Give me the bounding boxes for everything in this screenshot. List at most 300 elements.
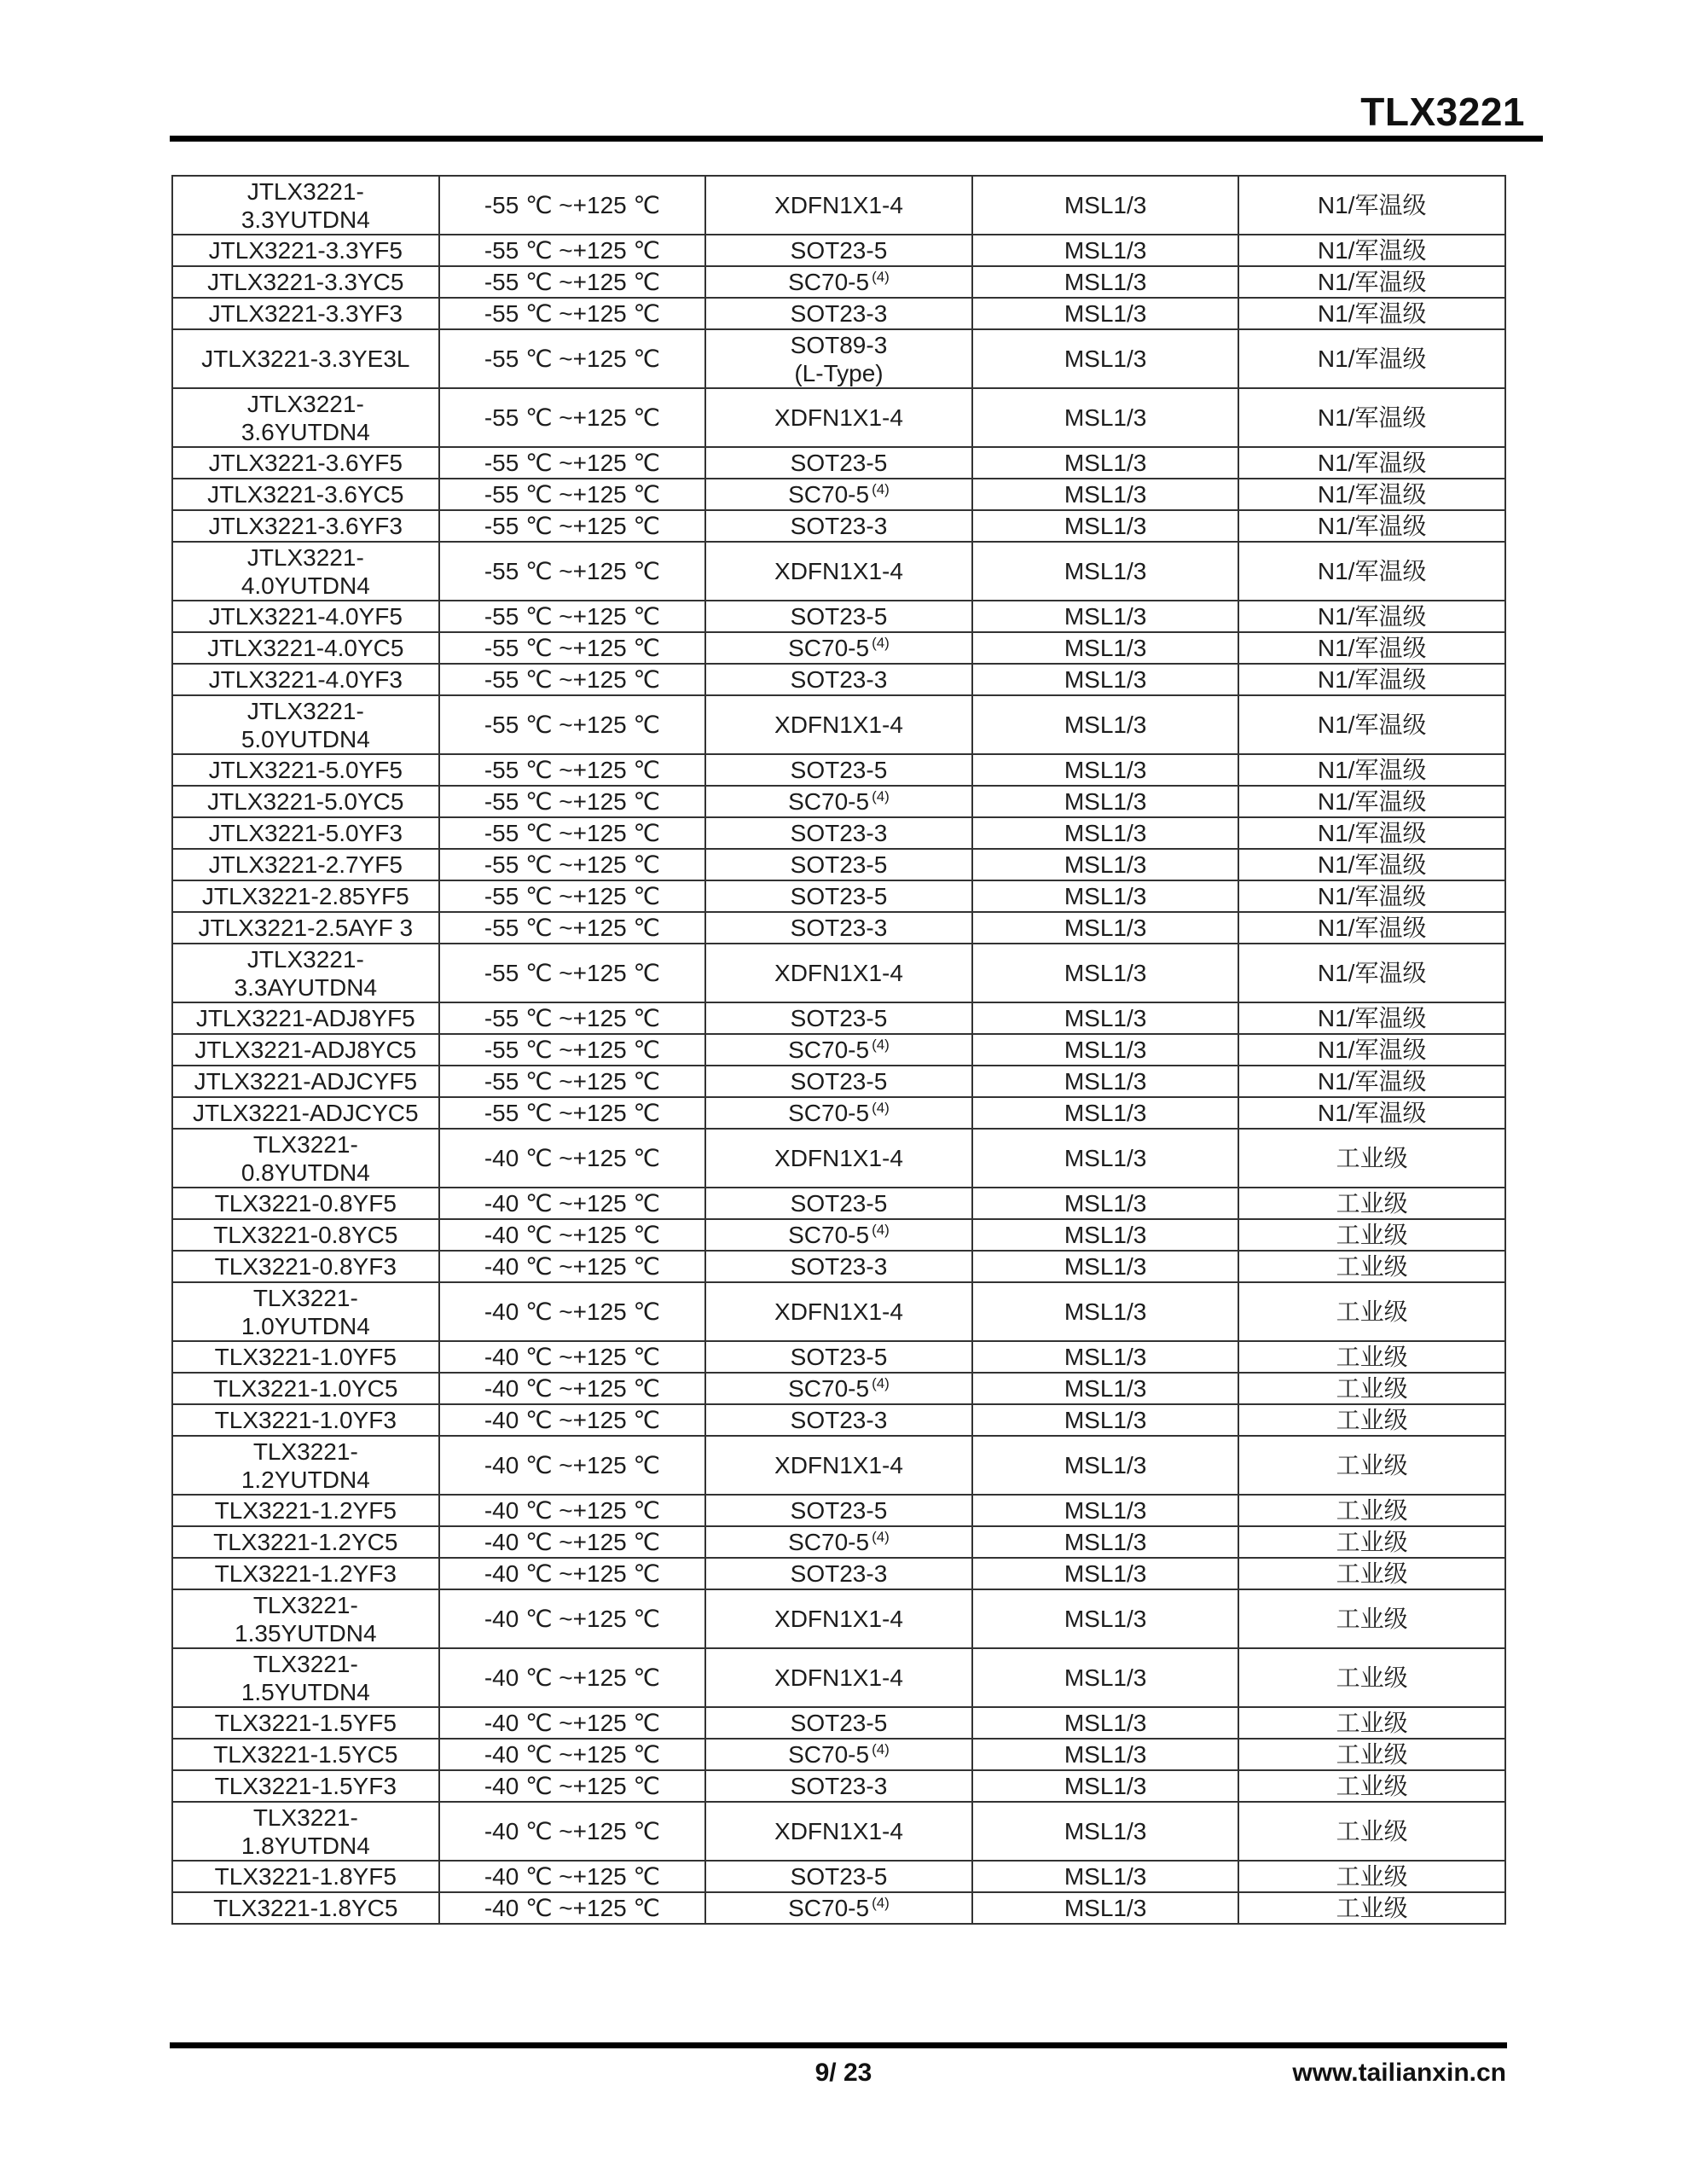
table-row — [172, 1373, 1505, 1404]
package-cell — [705, 1770, 972, 1802]
msl-cell: MSL1/3 — [972, 1707, 1239, 1739]
temperature-range-cell: -40 ℃ ~+125 ℃ — [439, 1404, 706, 1436]
part-number-cell — [172, 1802, 439, 1861]
package-name: XDFN1X1-4 — [774, 1818, 903, 1844]
grade-cell: 工业级 — [1238, 1436, 1505, 1495]
part-number-cell: TLX3221-1.0YF3 — [172, 1404, 439, 1436]
part-number-cell: JTLX3221-5.0YF5 — [172, 754, 439, 786]
temperature-range-cell: -55 ℃ ~+125 ℃ — [439, 447, 706, 479]
msl-cell: MSL1/3 — [972, 1861, 1239, 1892]
table-row — [172, 1129, 1505, 1188]
grade-cell: N1/军温级 — [1238, 1066, 1505, 1097]
part-number-line: 1.2YUTDN4 — [241, 1466, 370, 1493]
package-cell — [705, 786, 972, 817]
package-name: XDFN1X1-4 — [774, 192, 903, 218]
grade-cell: N1/军温级 — [1238, 601, 1505, 632]
temperature-range-cell: -55 ℃ ~+125 ℃ — [439, 1002, 706, 1034]
temperature-range-cell: -55 ℃ ~+125 ℃ — [439, 849, 706, 880]
msl-cell: MSL1/3 — [972, 1436, 1239, 1495]
grade-cell: 工业级 — [1238, 1282, 1505, 1341]
package-cell — [705, 1892, 972, 1924]
footnote-ref: (4) — [872, 1099, 890, 1116]
grade-cell: 工业级 — [1238, 1188, 1505, 1219]
package-cell — [705, 1861, 972, 1892]
temperature-range-cell: -40 ℃ ~+125 ℃ — [439, 1739, 706, 1770]
grade-cell: N1/军温级 — [1238, 266, 1505, 298]
package-name: SOT23-3 — [790, 1253, 888, 1280]
package-cell — [705, 1558, 972, 1589]
msl-cell: MSL1/3 — [972, 1341, 1239, 1373]
part-number-cell: TLX3221-1.2YF3 — [172, 1558, 439, 1589]
package-cell — [705, 944, 972, 1002]
temperature-range-cell: -40 ℃ ~+125 ℃ — [439, 1770, 706, 1802]
msl-cell: MSL1/3 — [972, 510, 1239, 542]
grade-cell: 工业级 — [1238, 1251, 1505, 1282]
msl-cell: MSL1/3 — [972, 754, 1239, 786]
temperature-range-cell: -40 ℃ ~+125 ℃ — [439, 1219, 706, 1251]
part-number-cell — [172, 1129, 439, 1188]
table-row — [172, 1341, 1505, 1373]
msl-cell: MSL1/3 — [972, 1129, 1239, 1188]
grade-cell: 工业级 — [1238, 1861, 1505, 1892]
table-row — [172, 1034, 1505, 1066]
part-number-cell: JTLX3221-5.0YF3 — [172, 817, 439, 849]
footnote-ref: (4) — [872, 787, 890, 804]
package-name: SC70-5 — [788, 788, 870, 815]
package-name: XDFN1X1-4 — [774, 1145, 903, 1171]
msl-cell: MSL1/3 — [972, 944, 1239, 1002]
temperature-range-cell: -55 ℃ ~+125 ℃ — [439, 510, 706, 542]
part-number-line: TLX3221- — [252, 1130, 358, 1158]
package-name: SOT23-5 — [790, 1710, 888, 1736]
part-number-cell: JTLX3221-3.6YF5 — [172, 447, 439, 479]
part-number-cell: TLX3221-1.8YF5 — [172, 1861, 439, 1892]
grade-cell: N1/军温级 — [1238, 510, 1505, 542]
part-number-cell: JTLX3221-3.3YC5 — [172, 266, 439, 298]
temperature-range-cell: -40 ℃ ~+125 ℃ — [439, 1251, 706, 1282]
table-row — [172, 849, 1505, 880]
temperature-range-cell: -55 ℃ ~+125 ℃ — [439, 176, 706, 235]
msl-cell: MSL1/3 — [972, 298, 1239, 329]
grade-cell: N1/军温级 — [1238, 479, 1505, 510]
table-row — [172, 1495, 1505, 1526]
part-number-line: JTLX3221- — [246, 945, 364, 973]
table-row — [172, 1589, 1505, 1648]
package-name: SC70-5 — [788, 481, 870, 508]
part-number-line: JTLX3221- — [246, 697, 364, 724]
package-cell — [705, 754, 972, 786]
temperature-range-cell: -40 ℃ ~+125 ℃ — [439, 1526, 706, 1558]
grade-cell: N1/军温级 — [1238, 754, 1505, 786]
grade-cell: N1/军温级 — [1238, 880, 1505, 912]
grade-cell: N1/军温级 — [1238, 388, 1505, 447]
part-number-cell: JTLX3221-ADJ8YF5 — [172, 1002, 439, 1034]
temperature-range-cell: -55 ℃ ~+125 ℃ — [439, 817, 706, 849]
msl-cell: MSL1/3 — [972, 1558, 1239, 1589]
package-cell — [705, 1097, 972, 1129]
package-name: SOT23-5 — [790, 450, 888, 476]
table-row — [172, 754, 1505, 786]
temperature-range-cell: -40 ℃ ~+125 ℃ — [439, 1373, 706, 1404]
temperature-range-cell: -40 ℃ ~+125 ℃ — [439, 1129, 706, 1188]
grade-cell: 工业级 — [1238, 1404, 1505, 1436]
grade-cell: 工业级 — [1238, 1739, 1505, 1770]
package-name: SOT23-5 — [790, 603, 888, 630]
temperature-range-cell: -55 ℃ ~+125 ℃ — [439, 632, 706, 664]
table-body — [172, 176, 1505, 1924]
package-cell — [705, 1373, 972, 1404]
table-row — [172, 1404, 1505, 1436]
part-number-cell: JTLX3221-5.0YC5 — [172, 786, 439, 817]
temperature-range-cell: -55 ℃ ~+125 ℃ — [439, 1066, 706, 1097]
table-row — [172, 1097, 1505, 1129]
msl-cell: MSL1/3 — [972, 1002, 1239, 1034]
temperature-range-cell: -40 ℃ ~+125 ℃ — [439, 1436, 706, 1495]
part-number-cell: TLX3221-1.5YF3 — [172, 1770, 439, 1802]
package-name: SOT23-3 — [790, 300, 888, 327]
grade-cell: 工业级 — [1238, 1495, 1505, 1526]
package-name: SOT23-5 — [790, 237, 888, 264]
part-number-line: 1.0YUTDN4 — [241, 1312, 370, 1339]
part-number-cell: TLX3221-0.8YF5 — [172, 1188, 439, 1219]
grade-cell: 工业级 — [1238, 1707, 1505, 1739]
grade-cell: N1/军温级 — [1238, 786, 1505, 817]
package-line: (L-Type) — [794, 359, 884, 386]
table-row — [172, 266, 1505, 298]
msl-cell: MSL1/3 — [972, 1251, 1239, 1282]
part-number-line: 3.3YUTDN4 — [241, 206, 370, 233]
msl-cell: MSL1/3 — [972, 849, 1239, 880]
package-name: XDFN1X1-4 — [774, 1298, 903, 1325]
package-cell — [705, 1188, 972, 1219]
part-number-line: 0.8YUTDN4 — [241, 1159, 370, 1186]
msl-cell: MSL1/3 — [972, 1404, 1239, 1436]
msl-cell: MSL1/3 — [972, 1097, 1239, 1129]
temperature-range-cell: -55 ℃ ~+125 ℃ — [439, 786, 706, 817]
msl-cell: MSL1/3 — [972, 266, 1239, 298]
package-name: SOT23-3 — [790, 820, 888, 846]
package-name: SC70-5 — [788, 1895, 870, 1921]
package-cell — [705, 664, 972, 695]
package-name: XDFN1X1-4 — [774, 1664, 903, 1691]
table-row — [172, 880, 1505, 912]
table-row — [172, 1526, 1505, 1558]
package-cell — [705, 329, 972, 388]
msl-cell: MSL1/3 — [972, 817, 1239, 849]
package-name: SC70-5 — [788, 269, 870, 295]
msl-cell: MSL1/3 — [972, 1188, 1239, 1219]
package-name: XDFN1X1-4 — [774, 1452, 903, 1478]
msl-cell: MSL1/3 — [972, 1770, 1239, 1802]
package-name: SC70-5 — [788, 1375, 870, 1402]
footnote-ref: (4) — [872, 1036, 890, 1053]
temperature-range-cell: -55 ℃ ~+125 ℃ — [439, 266, 706, 298]
temperature-range-cell: -40 ℃ ~+125 ℃ — [439, 1861, 706, 1892]
package-cell — [705, 1589, 972, 1648]
table-row — [172, 1436, 1505, 1495]
table-row — [172, 510, 1505, 542]
package-name: SC70-5 — [788, 1100, 870, 1126]
part-number-cell: TLX3221-1.2YC5 — [172, 1526, 439, 1558]
part-number-cell: JTLX3221-4.0YF3 — [172, 664, 439, 695]
part-number-cell — [172, 1589, 439, 1648]
package-cell — [705, 1495, 972, 1526]
part-number-cell: TLX3221-1.8YC5 — [172, 1892, 439, 1924]
table-row — [172, 329, 1505, 388]
package-name: XDFN1X1-4 — [774, 712, 903, 738]
footer-rule — [170, 2042, 1507, 2048]
part-number-cell: JTLX3221-2.7YF5 — [172, 849, 439, 880]
package-cell — [705, 1802, 972, 1861]
package-cell — [705, 695, 972, 754]
part-number-cell: TLX3221-1.0YC5 — [172, 1373, 439, 1404]
msl-cell: MSL1/3 — [972, 1739, 1239, 1770]
table-row — [172, 1251, 1505, 1282]
grade-cell: 工业级 — [1238, 1373, 1505, 1404]
package-name: SC70-5 — [788, 1222, 870, 1248]
table-row — [172, 1739, 1505, 1770]
grade-cell: N1/军温级 — [1238, 664, 1505, 695]
msl-cell: MSL1/3 — [972, 1373, 1239, 1404]
grade-cell: 工业级 — [1238, 1802, 1505, 1861]
grade-cell: N1/军温级 — [1238, 235, 1505, 266]
package-name: SOT23-3 — [790, 1407, 888, 1433]
table-row — [172, 176, 1505, 235]
package-cell — [705, 1129, 972, 1188]
temperature-range-cell: -40 ℃ ~+125 ℃ — [439, 1802, 706, 1861]
msl-cell: MSL1/3 — [972, 632, 1239, 664]
part-number-cell: JTLX3221-ADJCYC5 — [172, 1097, 439, 1129]
package-name: XDFN1X1-4 — [774, 558, 903, 584]
package-cell — [705, 1707, 972, 1739]
part-number-line: JTLX3221- — [246, 177, 364, 205]
msl-cell: MSL1/3 — [972, 695, 1239, 754]
grade-cell: N1/军温级 — [1238, 542, 1505, 601]
footnote-ref: (4) — [872, 1221, 890, 1238]
package-name: XDFN1X1-4 — [774, 404, 903, 431]
package-cell — [705, 1404, 972, 1436]
part-number-cell — [172, 1648, 439, 1707]
grade-cell: 工业级 — [1238, 1589, 1505, 1648]
grade-cell: N1/军温级 — [1238, 632, 1505, 664]
part-number-line: JTLX3221- — [246, 390, 364, 417]
package-name: SOT23-5 — [790, 1005, 888, 1031]
temperature-range-cell: -55 ℃ ~+125 ℃ — [439, 601, 706, 632]
package-cell — [705, 632, 972, 664]
package-cell — [705, 298, 972, 329]
table-row — [172, 1558, 1505, 1589]
grade-cell: N1/军温级 — [1238, 1097, 1505, 1129]
table-row — [172, 664, 1505, 695]
package-name: SOT23-5 — [790, 1863, 888, 1890]
part-number-cell: JTLX3221-3.3YF5 — [172, 235, 439, 266]
package-name: SC70-5 — [788, 1741, 870, 1768]
package-name: XDFN1X1-4 — [774, 1606, 903, 1632]
table-row — [172, 1770, 1505, 1802]
table-row — [172, 817, 1505, 849]
package-cell — [705, 479, 972, 510]
temperature-range-cell: -55 ℃ ~+125 ℃ — [439, 329, 706, 388]
temperature-range-cell: -40 ℃ ~+125 ℃ — [439, 1558, 706, 1589]
msl-cell: MSL1/3 — [972, 176, 1239, 235]
footnote-ref: (4) — [872, 1894, 890, 1911]
temperature-range-cell: -40 ℃ ~+125 ℃ — [439, 1188, 706, 1219]
grade-cell: 工业级 — [1238, 1892, 1505, 1924]
table-row — [172, 1861, 1505, 1892]
part-number-cell — [172, 542, 439, 601]
temperature-range-cell: -55 ℃ ~+125 ℃ — [439, 695, 706, 754]
package-name: SOT23-5 — [790, 1497, 888, 1524]
package-cell — [705, 880, 972, 912]
msl-cell: MSL1/3 — [972, 1282, 1239, 1341]
msl-cell: MSL1/3 — [972, 1648, 1239, 1707]
package-cell — [705, 388, 972, 447]
msl-cell: MSL1/3 — [972, 601, 1239, 632]
part-number-line: 5.0YUTDN4 — [241, 725, 370, 752]
footnote-ref: (4) — [872, 634, 890, 651]
package-cell — [705, 1739, 972, 1770]
table-row — [172, 479, 1505, 510]
package-cell — [705, 510, 972, 542]
msl-cell: MSL1/3 — [972, 1495, 1239, 1526]
temperature-range-cell: -55 ℃ ~+125 ℃ — [439, 754, 706, 786]
grade-cell: N1/军温级 — [1238, 849, 1505, 880]
package-cell — [705, 912, 972, 944]
grade-cell: 工业级 — [1238, 1526, 1505, 1558]
part-number-cell — [172, 1282, 439, 1341]
footnote-ref: (4) — [872, 268, 890, 285]
package-cell — [705, 849, 972, 880]
package-name: SOT23-5 — [790, 883, 888, 909]
msl-cell: MSL1/3 — [972, 1892, 1239, 1924]
msl-cell: MSL1/3 — [972, 786, 1239, 817]
package-cell — [705, 1219, 972, 1251]
website-link[interactable]: www.tailianxin.cn — [1292, 2059, 1506, 2087]
part-number-cell: JTLX3221-ADJ8YC5 — [172, 1034, 439, 1066]
package-name: SOT23-5 — [790, 851, 888, 878]
grade-cell: N1/军温级 — [1238, 944, 1505, 1002]
grade-cell: 工业级 — [1238, 1219, 1505, 1251]
grade-cell: 工业级 — [1238, 1648, 1505, 1707]
package-cell — [705, 176, 972, 235]
part-number-line: TLX3221- — [252, 1591, 358, 1618]
temperature-range-cell: -55 ℃ ~+125 ℃ — [439, 298, 706, 329]
package-name: SOT23-3 — [790, 513, 888, 539]
part-number-cell: TLX3221-0.8YF3 — [172, 1251, 439, 1282]
part-number-cell: JTLX3221-ADJCYF5 — [172, 1066, 439, 1097]
package-cell — [705, 235, 972, 266]
part-number-line: 1.8YUTDN4 — [241, 1832, 370, 1859]
part-number-cell — [172, 388, 439, 447]
table-row — [172, 1707, 1505, 1739]
package-name: SOT23-5 — [790, 757, 888, 783]
table-row — [172, 1282, 1505, 1341]
msl-cell: MSL1/3 — [972, 1526, 1239, 1558]
grade-cell: N1/军温级 — [1238, 298, 1505, 329]
msl-cell: MSL1/3 — [972, 1219, 1239, 1251]
temperature-range-cell: -40 ℃ ~+125 ℃ — [439, 1707, 706, 1739]
part-number-line: TLX3221- — [252, 1650, 358, 1677]
temperature-range-cell: -55 ℃ ~+125 ℃ — [439, 912, 706, 944]
package-name: SOT23-5 — [790, 1344, 888, 1370]
table-row — [172, 447, 1505, 479]
grade-cell: 工业级 — [1238, 1558, 1505, 1589]
package-name: SC70-5 — [788, 635, 870, 661]
document-title: TLX3221 — [1360, 90, 1525, 134]
part-number-cell — [172, 1436, 439, 1495]
temperature-range-cell: -55 ℃ ~+125 ℃ — [439, 880, 706, 912]
table-row — [172, 1002, 1505, 1034]
temperature-range-cell: -55 ℃ ~+125 ℃ — [439, 542, 706, 601]
package-cell — [705, 1341, 972, 1373]
part-number-cell: JTLX3221-2.85YF5 — [172, 880, 439, 912]
temperature-range-cell: -40 ℃ ~+125 ℃ — [439, 1589, 706, 1648]
msl-cell: MSL1/3 — [972, 542, 1239, 601]
msl-cell: MSL1/3 — [972, 329, 1239, 388]
package-cell — [705, 601, 972, 632]
grade-cell: N1/军温级 — [1238, 447, 1505, 479]
grade-cell: N1/军温级 — [1238, 176, 1505, 235]
table-row — [172, 1188, 1505, 1219]
table-row — [172, 912, 1505, 944]
temperature-range-cell: -40 ℃ ~+125 ℃ — [439, 1892, 706, 1924]
grade-cell: N1/军温级 — [1238, 1002, 1505, 1034]
msl-cell: MSL1/3 — [972, 388, 1239, 447]
table-row — [172, 632, 1505, 664]
part-number-cell: JTLX3221-3.3YE3L — [172, 329, 439, 388]
grade-cell: N1/军温级 — [1238, 329, 1505, 388]
temperature-range-cell: -55 ℃ ~+125 ℃ — [439, 479, 706, 510]
part-number-cell: TLX3221-1.2YF5 — [172, 1495, 439, 1526]
msl-cell: MSL1/3 — [972, 912, 1239, 944]
temperature-range-cell: -55 ℃ ~+125 ℃ — [439, 1097, 706, 1129]
package-name: SC70-5 — [788, 1037, 870, 1063]
temperature-range-cell: -55 ℃ ~+125 ℃ — [439, 944, 706, 1002]
part-number-cell: TLX3221-1.0YF5 — [172, 1341, 439, 1373]
part-number-cell: JTLX3221-3.3YF3 — [172, 298, 439, 329]
table-row — [172, 542, 1505, 601]
part-number-cell: JTLX3221-2.5AYF 3 — [172, 912, 439, 944]
msl-cell: MSL1/3 — [972, 664, 1239, 695]
table-row — [172, 1066, 1505, 1097]
part-number-line: 1.35YUTDN4 — [235, 1619, 377, 1647]
part-number-cell — [172, 944, 439, 1002]
page-number: 9/ 23 — [815, 2059, 872, 2087]
package-cell — [705, 1066, 972, 1097]
package-name: SOT23-5 — [790, 1190, 888, 1217]
temperature-range-cell: -55 ℃ ~+125 ℃ — [439, 235, 706, 266]
package-cell — [705, 1526, 972, 1558]
package-cell — [705, 1436, 972, 1495]
table-row — [172, 1648, 1505, 1707]
package-line: SOT89-3 — [790, 331, 888, 358]
package-cell — [705, 1251, 972, 1282]
grade-cell: N1/军温级 — [1238, 912, 1505, 944]
package-cell — [705, 447, 972, 479]
part-number-cell: JTLX3221-3.6YC5 — [172, 479, 439, 510]
temperature-range-cell: -55 ℃ ~+125 ℃ — [439, 388, 706, 447]
footnote-ref: (4) — [872, 1528, 890, 1545]
grade-cell: N1/军温级 — [1238, 1034, 1505, 1066]
part-number-line: TLX3221- — [252, 1438, 358, 1465]
msl-cell: MSL1/3 — [972, 1589, 1239, 1648]
table-row — [172, 601, 1505, 632]
part-number-cell: JTLX3221-4.0YC5 — [172, 632, 439, 664]
msl-cell: MSL1/3 — [972, 880, 1239, 912]
package-cell — [705, 1002, 972, 1034]
footnote-ref: (4) — [872, 1374, 890, 1391]
package-cell — [705, 1034, 972, 1066]
